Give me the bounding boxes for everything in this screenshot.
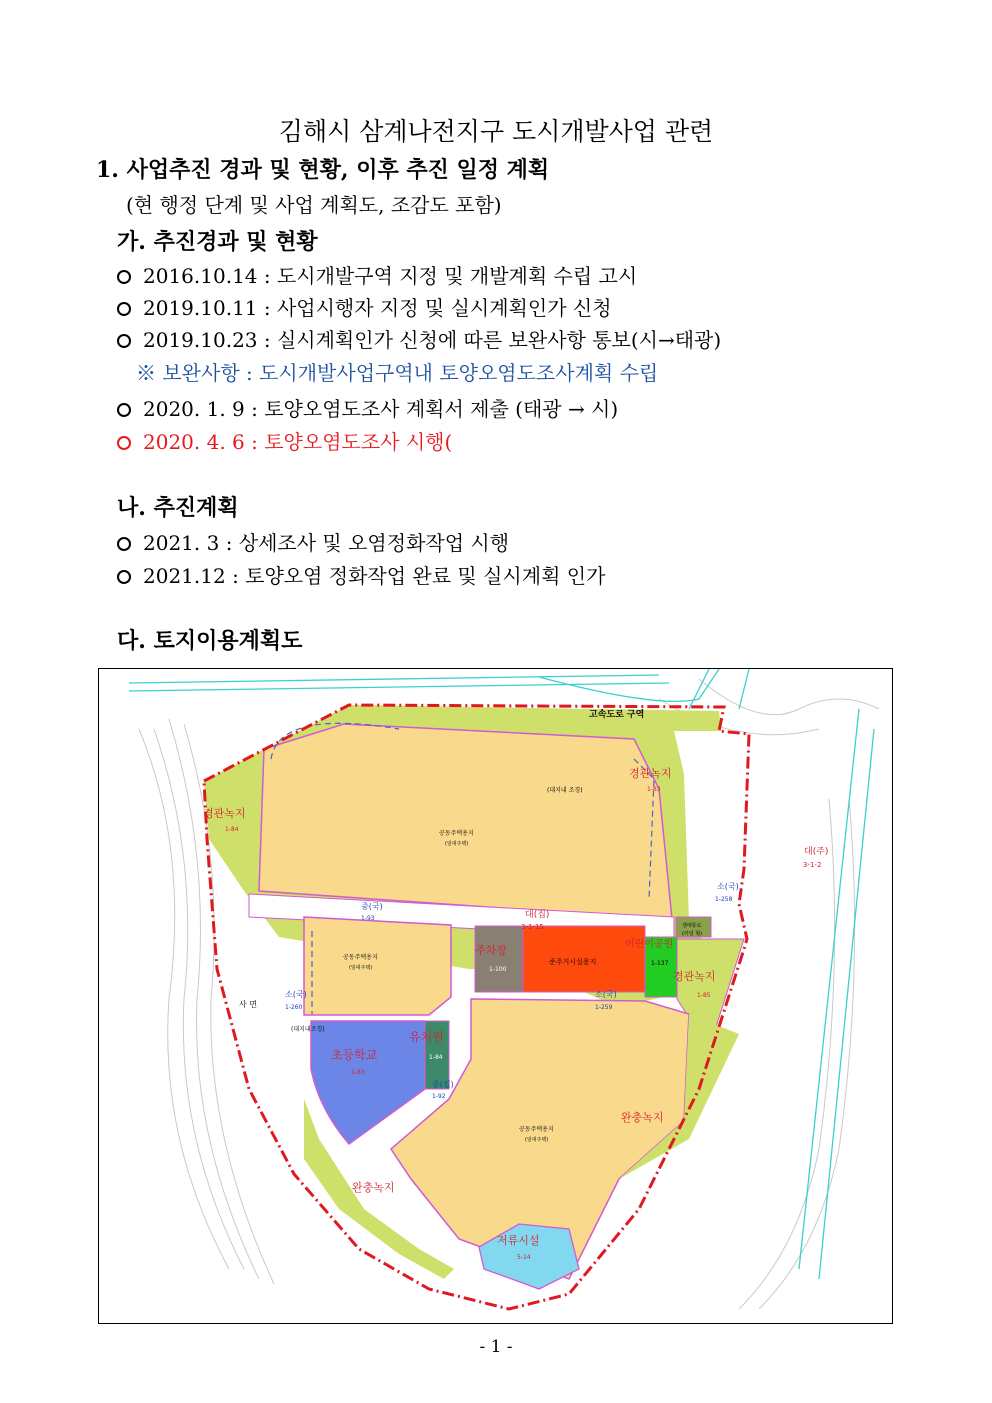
- label-buffer-e: 완충녹지: [621, 1111, 664, 1124]
- circle-bullet-icon: [117, 570, 131, 584]
- section-ga-heading: 가. 추진경과 및 현황: [117, 229, 318, 255]
- label-kindergarten: 유치원: [409, 1030, 444, 1044]
- label-highway: 고속도로 구역: [589, 710, 645, 720]
- land-use-plan-map: [98, 668, 893, 1324]
- label-road-j: 중(집): [432, 1080, 454, 1089]
- label-green-nw: 경관녹지: [203, 807, 246, 820]
- svg-text:1-93: 1-93: [361, 915, 375, 922]
- svg-text:5-14: 5-14: [517, 1254, 531, 1261]
- label-eco-corridor: 생태통로: [682, 923, 702, 929]
- label-road-dae: 대(집): [525, 910, 550, 920]
- label-apt-west: 공동주택용지: [343, 954, 378, 961]
- label-apt-south: 공동주택용지: [519, 1126, 554, 1133]
- svg-text:(임대주택): (임대주택): [349, 965, 373, 971]
- label-road-small: 소(국): [717, 882, 739, 891]
- label-buffer-s: 완충녹지: [352, 1181, 395, 1194]
- label-reservoir: 저류시설: [497, 1234, 540, 1247]
- section1-heading: 1. 사업추진 경과 및 현황, 이후 추진 일정 계획: [96, 157, 550, 183]
- parking-lot: [475, 926, 523, 992]
- list-item: 2020. 1. 9 : 토양오염도조사 계획서 제출 (태광 → 시): [117, 393, 618, 422]
- label-green-ne: 경관녹지: [629, 767, 672, 780]
- svg-text:(임대주택): (임대주택): [525, 1137, 549, 1143]
- elementary-school: [311, 1021, 425, 1144]
- svg-text:1-260: 1-260: [285, 1004, 303, 1011]
- circle-bullet-icon: [117, 334, 131, 348]
- label-commercial: 준주거시설용지: [549, 958, 597, 966]
- label-playground: 어린이공원: [625, 939, 674, 950]
- document-title: 김해시 삼계나전지구 도시개발사업 관련: [278, 117, 714, 146]
- circle-bullet-icon: [117, 537, 131, 551]
- section-na-heading: 나. 추진계획: [117, 495, 239, 521]
- label-apt-north: 공동주택용지: [439, 830, 474, 837]
- label-parking: 주차장: [475, 944, 507, 957]
- apartment-block-west: [304, 917, 451, 1015]
- list-item-highlight: 2020. 4. 6 : 토양오염도조사 시행(: [117, 426, 452, 455]
- section-da-heading: 다. 토지이용계획도: [117, 628, 303, 654]
- list-item: 2019.10.23 : 실시계획인가 신청에 따른 보완사항 통보(시→태광): [117, 324, 721, 353]
- apartment-block-north: [259, 724, 672, 919]
- svg-text:3-1-15: 3-1-15: [521, 923, 544, 931]
- label-landscape: (대지내 조경): [547, 787, 583, 794]
- supplement-note: ※ 보완사항 : 도시개발사업구역내 토양오염도조사계획 수립: [136, 361, 659, 385]
- label-school: 초등학교: [331, 1048, 378, 1062]
- label-school-landscape: (대지내조경): [291, 1026, 325, 1033]
- section1-subtitle: (현 행정 단계 및 사업 계획도, 조감도 포함): [126, 193, 502, 217]
- label-road-s2: 소(국): [595, 990, 617, 999]
- list-item: 2019.10.11 : 사업시행자 지정 및 실시계획인가 신청: [117, 292, 612, 321]
- list-item: 2016.10.14 : 도시개발구역 지정 및 개발계획 수립 고시: [117, 260, 637, 289]
- svg-text:(임대주택): (임대주택): [445, 841, 469, 847]
- svg-text:3-1-2: 3-1-2: [803, 861, 822, 869]
- circle-bullet-icon: [117, 403, 131, 417]
- svg-text:(터널 형): (터널 형): [682, 931, 702, 937]
- svg-text:1-137: 1-137: [651, 960, 669, 967]
- svg-text:1-258: 1-258: [715, 896, 733, 903]
- svg-text:1-259: 1-259: [595, 1004, 613, 1011]
- svg-text:1-83: 1-83: [647, 786, 661, 793]
- label-road-s1: 소(국): [285, 990, 307, 999]
- label-slope: 사 면: [239, 1000, 257, 1009]
- circle-bullet-icon: [117, 270, 131, 284]
- circle-bullet-icon: [117, 436, 131, 450]
- list-item: 2021.12 : 토양오염 정화작업 완료 및 실시계획 인가: [117, 560, 605, 589]
- label-green-e: 경관녹지: [673, 970, 716, 983]
- list-item: 2021. 3 : 상세조사 및 오염정화작업 시행: [117, 527, 509, 556]
- label-road-big: 대(주): [804, 847, 829, 857]
- page-number: - 1 -: [479, 1337, 513, 1357]
- svg-text:1-100: 1-100: [489, 966, 507, 973]
- svg-text:1-84: 1-84: [429, 1054, 443, 1061]
- land-use-plan-drawing: [99, 669, 893, 1324]
- label-road-mid: 중(국): [361, 902, 383, 911]
- svg-text:1-92: 1-92: [432, 1093, 446, 1100]
- svg-text:1-85: 1-85: [697, 992, 711, 999]
- svg-text:1-84: 1-84: [225, 826, 239, 833]
- circle-bullet-icon: [117, 302, 131, 316]
- svg-text:1-83: 1-83: [351, 1069, 365, 1076]
